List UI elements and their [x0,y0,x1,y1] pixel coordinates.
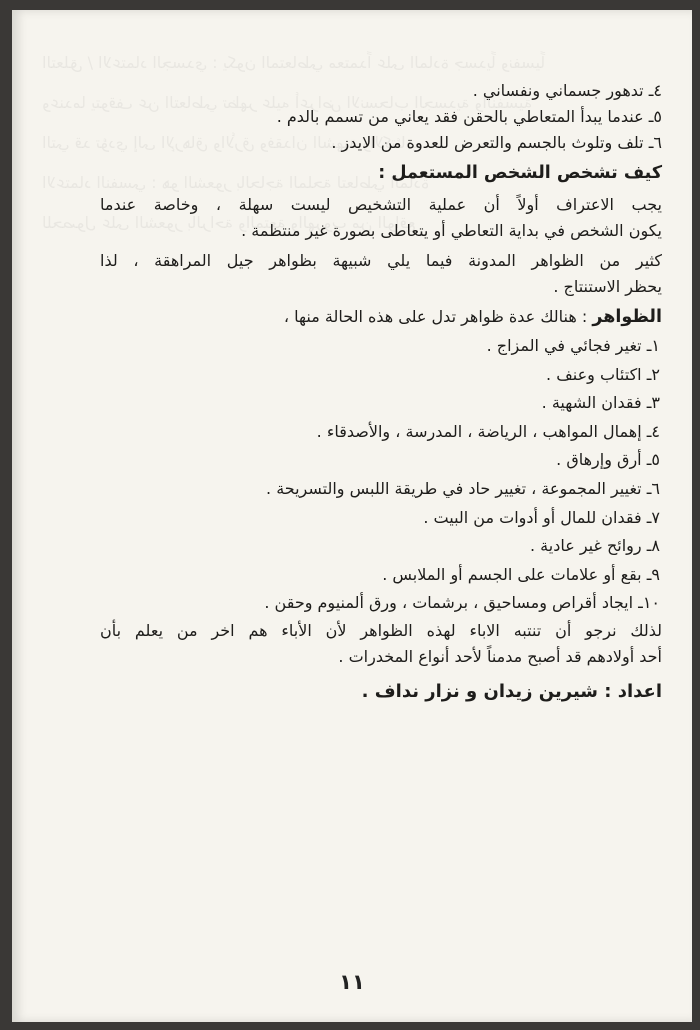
list-item: ١ـ تغير فجائي في المزاج . [486,336,660,355]
bleed-through-text: التعلق / الاعتماد الجسدي : يكون المتعاطي معتمداً على المادة جسدياً ونفسياً وعندما يتوقف عن التعاطي تظهر عليه أعراض الانسحاب الجسدية والنفسية التي قد تؤدي إلى الإرهاق والأرق وفقدان الشهية والاكتئاب الاعتماد النفسي : هو الشعور بالحاجة الملحة لتعاطي المادة للحصول على الشعور بالراحة والمتعة والهروب من الواقع [42,53,546,232]
section-heading: كيف تشخص الشخص المستعمل : [378,163,662,183]
list-item: ٧ـ فقدان للمال أو أدوات من البيت . [423,507,660,527]
paragraph-line: أحد أولادهم قد أصبح مدمناً لأحد أنواع المخدرات . [338,646,662,666]
list-item: ٤ـ إهمال المواهب ، الرياضة ، المدرسة ، والأصدقاء . [316,421,660,441]
paragraph-line: يحظر الاستنتاج . [553,277,662,296]
signs-label: الظواهر [592,307,662,327]
intro-item: ٦ـ تلف وتلوث بالجسم والتعرض للعدوة من الايدز . [331,133,662,152]
paragraph-line: يكون الشخص في بداية التعاطي أو يتعاطى بصورة غير منتظمة . [241,221,662,240]
list-item: ٥ـ أرق وإرهاق . [556,450,660,470]
page-content [100,78,662,726]
signs-intro-text: : هنالك عدة ظواهر تدل على هذه الحالة منها ، [283,307,588,326]
list-item: ٢ـ اكتئاب وعنف . [546,364,660,384]
list-item: ٣ـ فقدان الشهية . [541,393,660,413]
intro-item: ٤ـ تدهور جسماني ونفساني . [472,81,662,100]
page-number: ١١ [339,970,365,994]
signs-intro [100,304,662,330]
intro-item: ٥ـ عندما يبدأ المتعاطي بالحقن فقد يعاني من تسمم بالدم . [276,107,662,126]
intro-list [100,78,662,156]
signs-list [100,332,662,618]
paragraph-line: كثير من الظواهر المدونة فيما يلي شبيهة بظواهر جيل المراهقة ، لذا [100,251,662,270]
list-item: ١٠ـ ايجاد أقراص ومساحيق ، برشمات ، ورق ألمنيوم وحقن . [264,593,660,613]
paragraph-line: لذلك نرجو أن تنتبه الاباء لهذه الظواهر لأن الأباء هم اخر من يعلم بأن [100,620,662,640]
list-item: ٩ـ بقع أو علامات على الجسم أو الملابس . [382,564,660,584]
list-item: ٦ـ تغيير المجموعة ، تغيير حاد في طريقة اللبس والتسريحة . [266,478,660,498]
list-item: ٨ـ روائح غير عادية . [530,536,660,556]
paragraph-line: يجب الاعتراف أولاً أن عملية التشخيص ليست سهلة ، وخاصة عندما [100,195,662,214]
author-credit: اعداد : شيرين زيدان و نزار نداف . [361,680,662,702]
book-page [12,10,692,1022]
